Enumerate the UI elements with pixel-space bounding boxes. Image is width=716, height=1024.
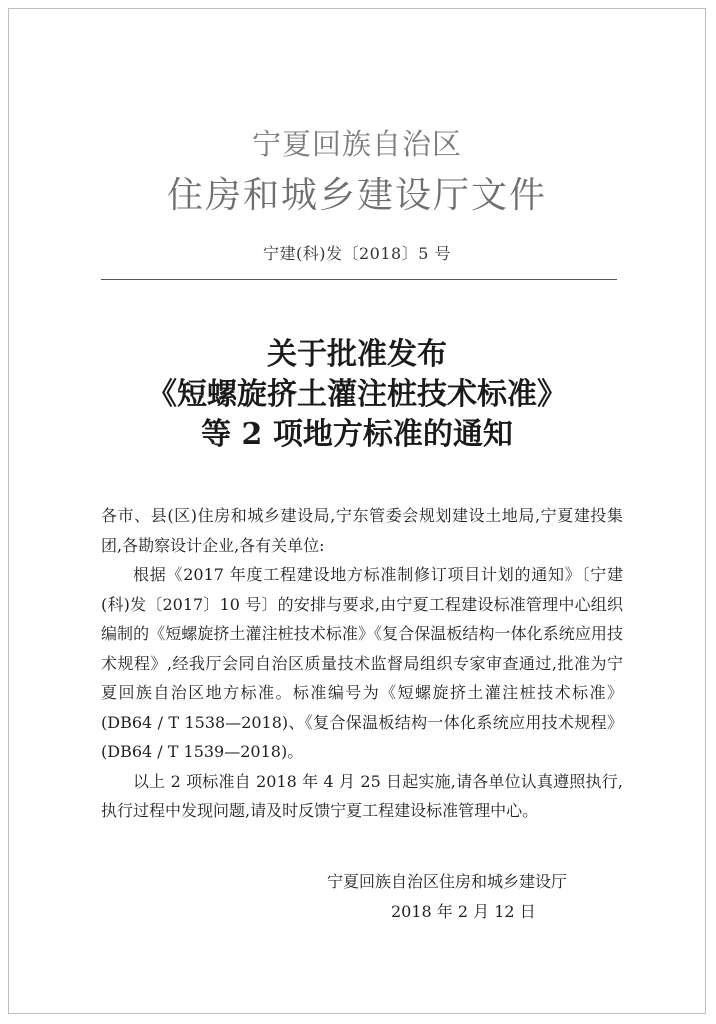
body-paragraph-2: 以上 2 项标准自 2018 年 4 月 25 日起实施,请各单位认真遵照执行,执行过程中发现问题,请及时反馈宁夏工程建设标准管理中心。 — [101, 771, 623, 820]
document-page — [8, 8, 706, 1014]
issuing-region: 宁夏回族自治区 — [251, 127, 462, 161]
issue-date: 2018 年 2 月 12 日 — [391, 902, 536, 921]
issuer-signature: 宁夏回族自治区住房和城乡建设厅 — [327, 872, 568, 891]
header-divider — [101, 279, 617, 280]
title-line-2: 《短螺旋挤土灌注桩技术标准》 — [147, 377, 567, 412]
issuing-department-file: 住房和城乡建设厅文件 — [166, 175, 547, 216]
body-paragraph-1: 根据《2017 年度工程建设地方标准制修订项目计划的通知》〔宁建(科)发〔2017〕10 号〕的安排与要求,由宁夏工程建设标准管理中心组织编制的《短螺旋挤土灌注桩技术标准》《复合保温板结构一体化系统应用技术规程》,经我厅会同自治区质量技术监督局组织专家审查通过,批准为宁夏回族自治区地方标准。标准编号为《短螺旋挤土灌注桩技术标准》(DB64 / T 1538—2018)、《复合保温板结构一体化系统应用技术规程》(DB64 / T 1539—2018)。 — [101, 565, 623, 761]
addressee: 各市、县(区)住房和城乡建设局,宁东管委会规划建设土地局,宁夏建投集团,各勘察设计企业,各有关单位: — [101, 506, 623, 555]
document-body — [101, 501, 623, 826]
title-line-3: 等 2 项地方标准的通知 — [201, 417, 513, 452]
title-line-1: 关于批准发布 — [267, 337, 447, 372]
document-number: 宁建(科)发〔2018〕5 号 — [263, 244, 451, 263]
document-title — [9, 335, 705, 455]
